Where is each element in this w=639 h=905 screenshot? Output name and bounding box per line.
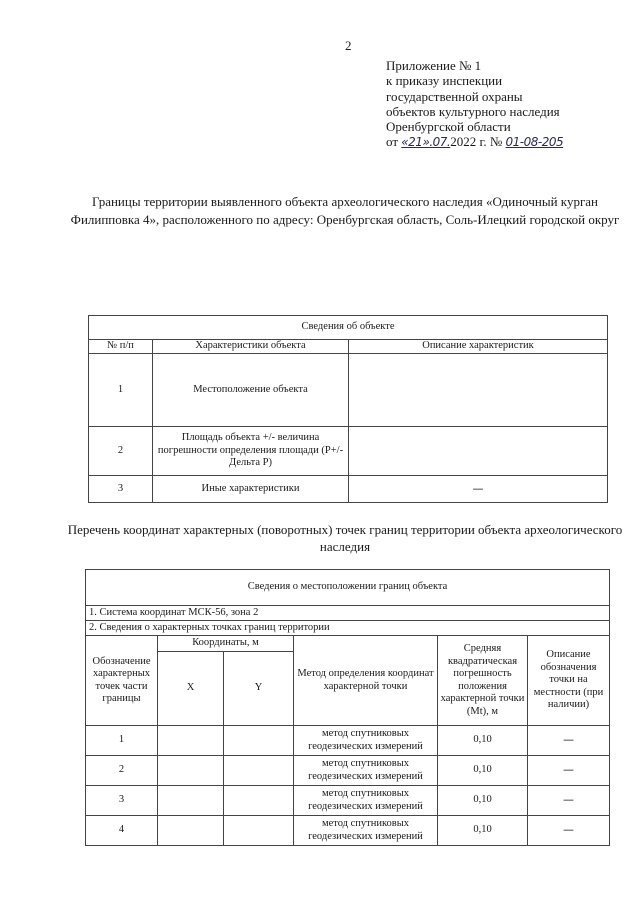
- boundary-points-table: [85, 569, 610, 846]
- column-header: X: [158, 652, 224, 726]
- method: метод спутниковых геодезических измерений: [294, 786, 438, 816]
- table-row: [89, 476, 608, 503]
- column-header: Описание обозначения точки на местности (при наличии): [528, 636, 610, 726]
- point-description: —: [528, 756, 610, 786]
- column-header: Координаты, м: [158, 636, 294, 652]
- point-id: 1: [86, 726, 158, 756]
- coord-y: [224, 726, 294, 756]
- column-header: Y: [224, 652, 294, 726]
- coord-y: [224, 756, 294, 786]
- characteristic-name: Иные характеристики: [153, 476, 349, 503]
- characteristic-description: [349, 354, 608, 427]
- column-header: Обозначение характерных точек части границы: [86, 636, 158, 726]
- point-id: 3: [86, 786, 158, 816]
- characteristic-name: Площадь объекта +/- величина погрешности определения площади (P+/- Дельта P): [153, 427, 349, 476]
- coord-x: [158, 726, 224, 756]
- table-row: [89, 427, 608, 476]
- appendix-block: [386, 58, 563, 151]
- error-value: 0,10: [438, 816, 528, 846]
- order-year: 2022 г. №: [450, 134, 503, 150]
- row-number: 3: [89, 476, 153, 503]
- characteristic-description: [349, 427, 608, 476]
- coord-x: [158, 816, 224, 846]
- coordinate-system: 1. Система координат МСК-56, зона 2: [86, 606, 610, 621]
- coord-x: [158, 786, 224, 816]
- method: метод спутниковых геодезических измерений: [294, 756, 438, 786]
- point-description: —: [528, 786, 610, 816]
- method: метод спутниковых геодезических измерений: [294, 726, 438, 756]
- handwritten-date: «21».07.: [401, 135, 451, 150]
- table-row: [86, 726, 610, 756]
- document-title: Границы территории выявленного объекта археологического наследия «Одиночный курган Филипповка 4», расположенного по адресу: Оренбургская область, Соль-Илецкий городской округ: [70, 194, 620, 227]
- column-header: Метод определения координат характерной точки: [294, 636, 438, 726]
- appendix-line: к приказу инспекции: [386, 73, 503, 89]
- appendix-line: объектов культурного наследия: [386, 103, 560, 119]
- table-row: [86, 786, 610, 816]
- method: метод спутниковых геодезических измерений: [294, 816, 438, 846]
- table-row: [89, 354, 608, 427]
- table-row: [86, 756, 610, 786]
- error-value: 0,10: [438, 786, 528, 816]
- point-description: —: [528, 816, 610, 846]
- column-header: № п/п: [89, 340, 153, 354]
- point-id: 2: [86, 756, 158, 786]
- page-number: 2: [345, 38, 352, 53]
- coord-x: [158, 756, 224, 786]
- coordinates-title: Перечень координат характерных (поворотных) точек границ территории объекта археологического наследия: [67, 522, 623, 554]
- point-id: 4: [86, 816, 158, 846]
- appendix-line: Оренбургской области: [386, 119, 511, 135]
- row-number: 2: [89, 427, 153, 476]
- table-row: [86, 816, 610, 846]
- appendix-line: государственной охраны: [386, 88, 523, 104]
- table-caption: Сведения об объекте: [89, 316, 608, 340]
- characteristic-name: Местоположение объекта: [153, 354, 349, 427]
- date-prefix: от: [386, 134, 399, 150]
- appendix-date-line: [386, 134, 563, 150]
- appendix-line: Приложение № 1: [386, 58, 482, 73]
- point-description: —: [528, 726, 610, 756]
- column-header: Характеристики объекта: [153, 340, 349, 354]
- column-header: Средняя квадратическая погрешность положения характерной точки (Mt), м: [438, 636, 528, 726]
- error-value: 0,10: [438, 726, 528, 756]
- column-header: Описание характеристик: [349, 340, 608, 354]
- row-number: 1: [89, 354, 153, 427]
- handwritten-number: 01-08-205: [505, 135, 564, 150]
- coord-y: [224, 816, 294, 846]
- table-caption: Сведения о местоположении границ объекта: [86, 570, 610, 606]
- points-section: 2. Сведения о характерных точках границ территории: [86, 621, 610, 636]
- error-value: 0,10: [438, 756, 528, 786]
- coord-y: [224, 786, 294, 816]
- characteristic-description: —: [349, 476, 608, 503]
- object-info-table: [88, 315, 608, 503]
